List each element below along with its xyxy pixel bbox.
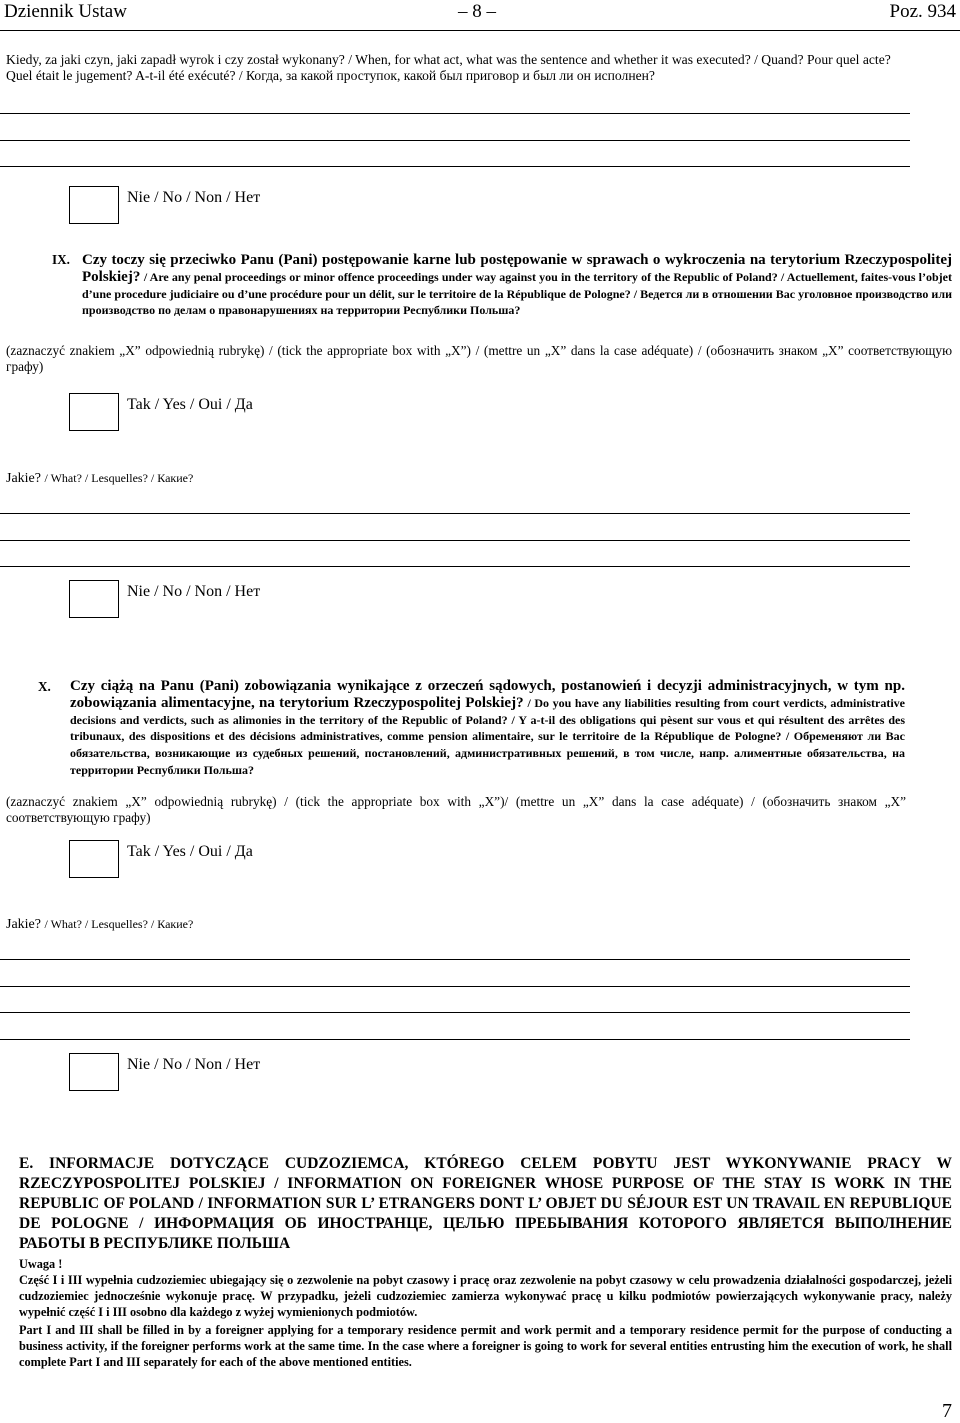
q-x-text-pl: Czy ciążą na Panu (Pani) zobowiązania wynikające z orzeczeń sądowych, postanowień i decyzji administracyjnych, w tym np. zobowiązania alimentacyjne, na terytorium Rzeczypospolitej Polskiej? (70, 678, 905, 711)
page-number: 7 (942, 1400, 952, 1422)
answer-line (0, 140, 910, 141)
answer-line (0, 986, 910, 987)
note-label: Uwaga ! (19, 1257, 63, 1271)
no-checkbox[interactable] (69, 580, 119, 618)
journal-title: Dziennik Ustaw (4, 1, 127, 22)
page-number-center: – 8 – (458, 1, 496, 22)
no-label: Nie / No / Non / Нет (127, 583, 261, 600)
section-e-heading: E. INFORMACJE DOTYCZĄCE CUDZOZIEMCA, KTÓREGO CELEM POBYTU JEST WYKONYWANIE PRACY W RZECZYPOSPOLITEJ POLSKIEJ / INFORMATION ON FOREIGNER WHOSE PURPOSE OF THE STAY IS WORK IN THE REPUBLIC OF POLAND / INFORMATION SUR L’ ETRANGERS DONT L’ OBJET DU SÉJOUR EST UN TRAVAIL EN REPUBLIQUE DE POLOGNE / ИНФОРМАЦИЯ ОБ ИНОСТРАНЦЕ, ЦЕЛЬЮ ПРЕБЫВАНИЯ КОТОРОГО ЯВЛЯЕТСЯ ВЫПОЛНЕНИЕ РАБОТЫ В РЕСПУБЛИКЕ ПОЛЬША (19, 1155, 952, 1252)
q-ix-text-translations: / Are any penal proceedings or minor offence proceedings under way against you in the territory of the Republic of Poland? / Actuellement, faites-vous l’objet d’une procedure judiciaire ou d’une procédure pour un délit, sur le territoire de la République de Pologne? / Ведется ли в отношении Вас уголовное производство или производство по делам о правонарушениях на территории Республики Польша? (82, 269, 953, 318)
no-checkbox[interactable] (69, 186, 119, 224)
q-ix-number: IX. (52, 252, 70, 267)
answer-line (0, 959, 910, 960)
what-translations: / What? / Lesquelles? / Какие? (44, 917, 194, 931)
answer-line (0, 113, 910, 114)
yes-checkbox[interactable] (69, 393, 119, 431)
yes-label: Tak / Yes / Oui / Да (127, 843, 253, 860)
q-viii-question: Kiedy, za jaki czyn, jaki zapadł wyrok i czy został wykonany? / When, for what act, what was the sentence and whether it was executed? / Quand? Pour quel acte? Quel était le jugement? A-t-il été exécuté? / Когда, за какой проступок, какой был приговор и был ли он исполнен? (6, 52, 891, 83)
header-rule (0, 30, 960, 31)
answer-line (0, 513, 910, 514)
no-checkbox[interactable] (69, 1053, 119, 1091)
q-x-instruction: (zaznaczyć znakiem „X” odpowiednią rubrykę) / (tick the appropriate box with „X”)/ (mettre un „X” dans la case adéquate) / (обозначить знаком „X” соответствующую графу) (6, 794, 906, 825)
q-ix-instruction: (zaznaczyć znakiem „X” odpowiednią rubrykę) / (tick the appropriate box with „X”) / (mettre un „X” dans la case adéquate) / (обозначить знаком „X” соответствующую графу) (6, 343, 952, 374)
what-translations: / What? / Lesquelles? / Какие? (44, 471, 194, 485)
yes-checkbox[interactable] (69, 840, 119, 878)
q-ix-text-pl: Czy toczy się przeciwko Panu (Pani) postępowanie karne lub postępowanie w sprawach o wykroczenia na terytorium Rzeczypospolitej Polskiej? (82, 252, 952, 285)
what-prompt (6, 917, 193, 933)
yes-label: Tak / Yes / Oui / Да (127, 396, 253, 413)
no-label: Nie / No / Non / Нет (127, 1056, 261, 1073)
q-x-number: X. (38, 679, 51, 694)
answer-line (0, 1012, 910, 1013)
what-pl: Jakie? (6, 917, 41, 932)
q-x-text-translations: / Do you have any liabilities resulting from court verdicts, administrative decisions and verdicts, such as alimonies in the territory of the Republic of Poland? / Y a-t-il des obligations qui pèsent sur vous et qui résultent des arrêtes des tribunaux, des dispositions et des décisions administratives, comme pension alimentaire, sur le territoire de la République de Pologne? / Обременяют ли Вас обязательства, возникающие из судебных решений, постановлений, административных решений, в том числе, напр. алиментные обязательства, на территории Республики Польша? (70, 695, 906, 777)
what-pl: Jakie? (6, 471, 41, 486)
answer-line (0, 166, 910, 167)
answer-line (0, 540, 910, 541)
q-ix-question (82, 252, 952, 319)
no-label: Nie / No / Non / Нет (127, 189, 261, 206)
answer-line (0, 1039, 910, 1040)
q-x-question (70, 678, 905, 779)
what-prompt (6, 471, 193, 487)
position-number: Poz. 934 (889, 1, 956, 22)
note-english: Part I and III shall be filled in by a foreigner applying for a temporary residence permit and work permit and a temporary residence permit for the purpose of conducting a business activity, if the foreigner performs work at the same time. In the case where a foreigner is going to work for several entities entrusting him the execution of work, he shall complete Part I and III separately for each of the above mentioned entities. (19, 1323, 952, 1370)
note-polish: Część I i III wypełnia cudzoziemiec ubiegający się o zezwolenie na pobyt czasowy i pracę oraz zezwolenie na pobyt czasowy w celu prowadzenia działalności gospodarczej, jeżeli cudzoziemiec jednocześnie wykonuje pracę. W przypadku, jeżeli cudzoziemiec zamierza wykonywać pracę u kilku podmiotów powierzających wykonywanie pracy, należy wypełnić część I i III osobno dla każdego z wyżej wymienionych podmiotów. (19, 1273, 952, 1320)
answer-line (0, 566, 910, 567)
